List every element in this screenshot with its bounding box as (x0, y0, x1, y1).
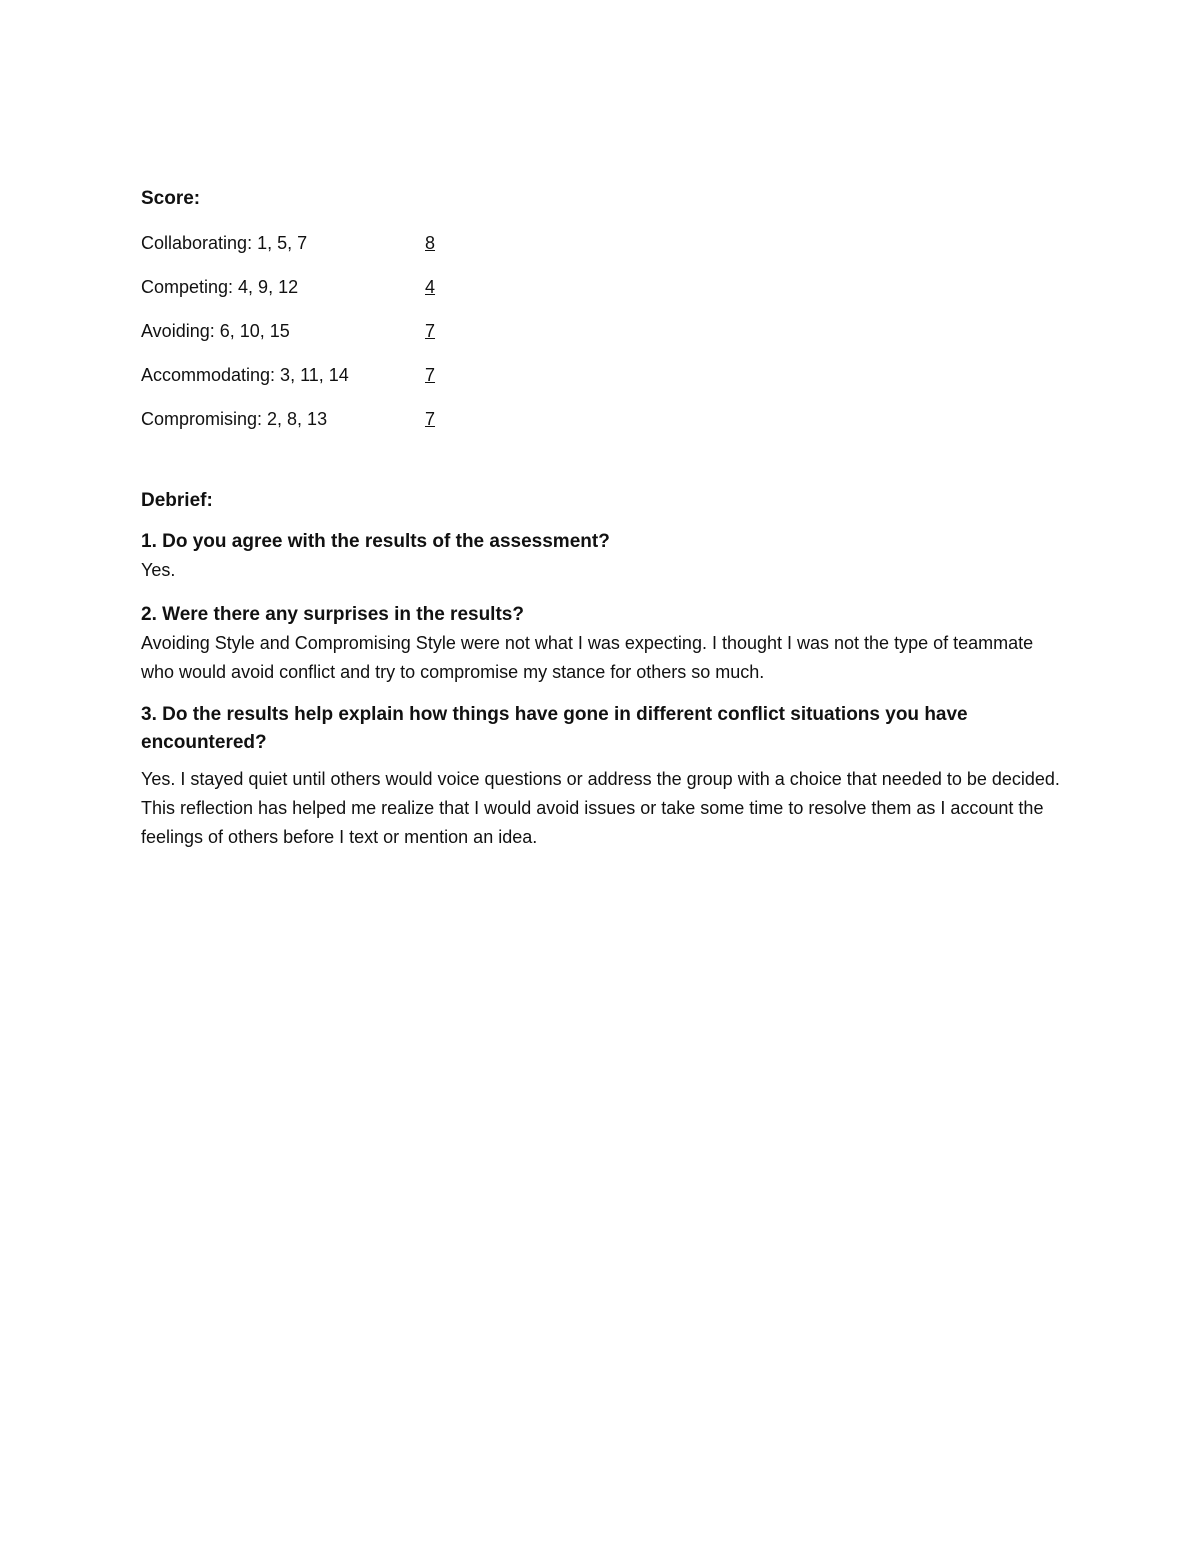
score-value: 8 (425, 233, 436, 253)
score-label: Collaborating: 1, 5, 7 (141, 233, 308, 253)
score-row (141, 274, 1061, 318)
debrief-question-block (141, 528, 1061, 585)
score-row (141, 318, 1061, 362)
score-table (141, 230, 1061, 450)
debrief-question-block (141, 701, 1061, 852)
score-label: Competing: 4, 9, 12 (141, 277, 299, 297)
debrief-answer: Yes. (141, 560, 176, 580)
score-label: Compromising: 2, 8, 13 (141, 409, 328, 429)
debrief-answer: Avoiding Style and Compromising Style were not what I was expecting. I thought I was not the type of teammate who would avoid conflict and try to compromise my stance for others so much. (141, 633, 1034, 682)
score-label: Avoiding: 6, 10, 15 (141, 321, 290, 341)
score-value: 7 (425, 365, 436, 385)
score-row (141, 406, 1061, 450)
score-heading: Score: (141, 188, 201, 209)
debrief-question: 3. Do the results help explain how things have gone in different conflict situations you have encountered? (141, 704, 968, 753)
debrief-question: 1. Do you agree with the results of the assessment? (141, 531, 610, 552)
score-value: 7 (425, 409, 436, 429)
score-value: 7 (425, 321, 436, 341)
debrief-question-block (141, 601, 1061, 687)
document-content (141, 186, 1061, 852)
debrief-answer: Yes. I stayed quiet until others would voice questions or address the group with a choice that needed to be decided. This reflection has helped me realize that I would avoid issues or take some time to resolve them as I account the feelings of others before I text or mention an idea. (141, 769, 1060, 847)
score-row (141, 362, 1061, 406)
score-row (141, 230, 1061, 274)
score-label: Accommodating: 3, 11, 14 (141, 365, 349, 385)
score-value: 4 (425, 277, 436, 297)
debrief-question: 2. Were there any surprises in the results? (141, 604, 524, 625)
debrief-heading: Debrief: (141, 490, 213, 511)
